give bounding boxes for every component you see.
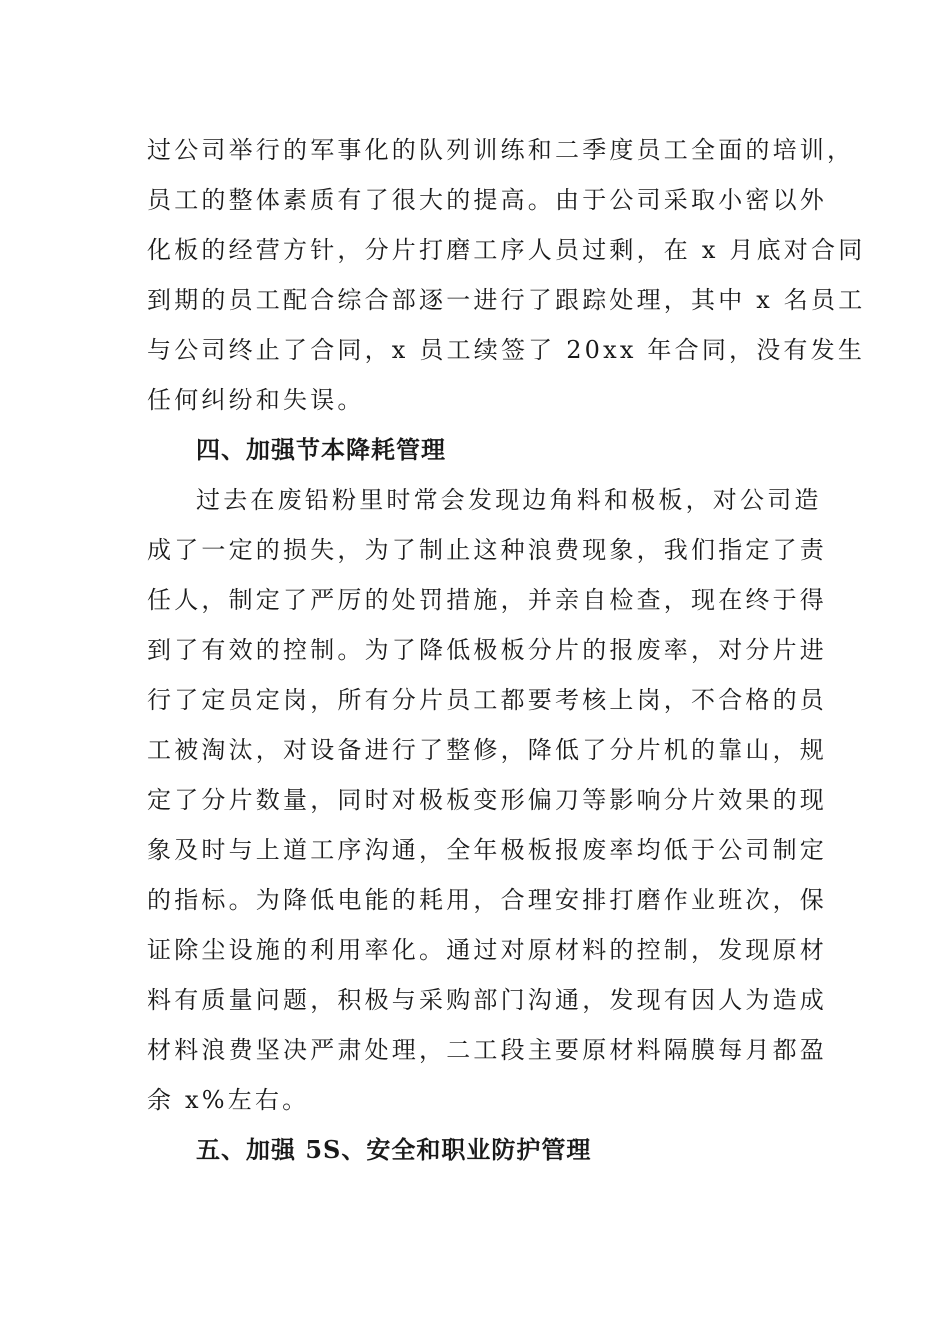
text-line: 余 x%左右。 bbox=[147, 1086, 310, 1114]
text-line: 到期的员工配合综合部逐一进行了跟踪处理，其中 x 名员工 bbox=[147, 286, 866, 314]
text-line: 成了一定的损失，为了制止这种浪费现象，我们指定了责 bbox=[147, 536, 827, 564]
section-heading: 五、加强 5S、安全和职业防护管理 bbox=[196, 1135, 592, 1164]
section-heading: 四、加强节本降耗管理 bbox=[196, 435, 446, 464]
text-line: 任何纠纷和失误。 bbox=[147, 386, 365, 414]
text-line: 员工的整体素质有了很大的提高。由于公司采取小密以外 bbox=[147, 186, 827, 214]
text-line: 工被淘汰，对设备进行了整修，降低了分片机的靠山，规 bbox=[147, 736, 827, 764]
text-line: 定了分片数量，同时对极板变形偏刀等影响分片效果的现 bbox=[147, 786, 827, 814]
text-line: 的指标。为降低电能的耗用，合理安排打磨作业班次，保 bbox=[147, 886, 827, 914]
text-line: 证除尘设施的利用率化。通过对原材料的控制，发现原材 bbox=[147, 936, 827, 964]
text-line: 化板的经营方针，分片打磨工序人员过剩，在 x 月底对合同 bbox=[147, 236, 866, 264]
text-line: 料有质量问题，积极与采购部门沟通，发现有因人为造成 bbox=[147, 986, 827, 1014]
text-line: 过公司举行的军事化的队列训练和二季度员工全面的培训， bbox=[147, 136, 855, 164]
text-line: 任人，制定了严厉的处罚措施，并亲自检查，现在终于得 bbox=[147, 586, 827, 614]
text-line: 材料浪费坚决严肃处理，二工段主要原材料隔膜每月都盈 bbox=[147, 1036, 827, 1064]
text-line: 到了有效的控制。为了降低极板分片的报废率，对分片进 bbox=[147, 636, 827, 664]
text-line: 象及时与上道工序沟通，全年极板报废率均低于公司制定 bbox=[147, 836, 827, 864]
text-line: 行了定员定岗，所有分片员工都要考核上岗，不合格的员 bbox=[147, 686, 827, 714]
text-line: 与公司终止了合同，x 员工续签了 20xx 年合同，没有发生 bbox=[147, 336, 866, 364]
text-line: 过去在废铅粉里时常会发现边角料和极板，对公司造 bbox=[196, 486, 822, 514]
